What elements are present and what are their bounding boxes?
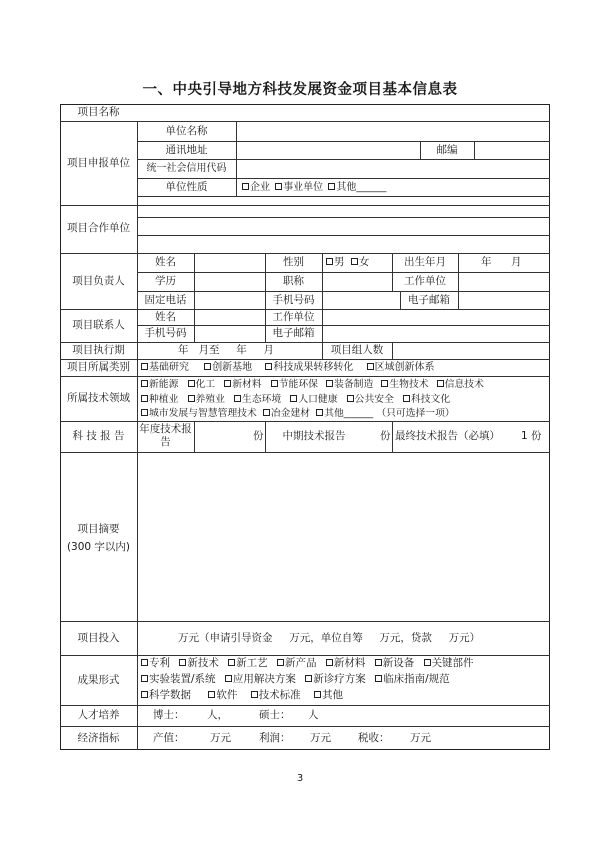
contact-email-label: 电子邮箱 (272, 327, 315, 339)
leader-name-label: 姓名 (155, 256, 176, 268)
field-chemical-checkbox[interactable] (188, 380, 195, 387)
economic-output-unit: 万元 (210, 732, 231, 744)
field-equipment-checkbox[interactable] (326, 380, 333, 387)
birth-year-label: 年 (481, 256, 492, 268)
field-bio-label: 生物技术 (389, 379, 429, 390)
leader-phone-label: 固定电话 (144, 294, 187, 306)
outcome-material-label: 新材料 (333, 657, 366, 669)
economic-profit-label: 利润： (259, 732, 291, 744)
category-base-checkbox[interactable] (204, 363, 211, 370)
category-options (141, 361, 435, 374)
outcome-device-checkbox[interactable] (141, 675, 148, 682)
nature-other-blank: ______ (356, 182, 387, 193)
nature-other-checkbox[interactable] (328, 183, 335, 190)
outcome-patent-label: 专利 (149, 657, 170, 669)
field-other-label: 其他 (324, 408, 344, 419)
outcome-standard-checkbox[interactable] (251, 691, 258, 698)
postcode-label: 邮编 (436, 144, 458, 156)
leader-work-unit-label: 工作单位 (404, 275, 446, 287)
leader-gender-label: 性别 (283, 256, 304, 268)
outcome-solution-checkbox[interactable] (225, 675, 232, 682)
outcome-label: 成果形式 (77, 674, 120, 686)
leader-education-label: 学历 (155, 275, 176, 287)
outcome-process-label: 新工艺 (236, 657, 268, 669)
tech-field-label: 所属技术领域 (67, 392, 130, 404)
field-security-checkbox[interactable] (347, 395, 354, 402)
annual-report-label: 年度技术报告 (139, 423, 192, 448)
field-health-checkbox[interactable] (290, 395, 297, 402)
field-eco-checkbox[interactable] (271, 380, 278, 387)
page-number: 3 (296, 773, 304, 784)
outcome-data-checkbox[interactable] (141, 691, 148, 698)
tech-field-row1 (141, 378, 484, 391)
field-chemical-label: 化工 (195, 379, 216, 390)
outcome-product-checkbox[interactable] (277, 659, 284, 666)
abstract-limit: (300 字以内) (66, 541, 131, 553)
economic-tax-label: 税收： (358, 732, 390, 744)
period-label: 项目执行期 (72, 344, 125, 356)
nature-institution-checkbox[interactable] (275, 183, 282, 190)
final-report-count: 1 份 (521, 430, 542, 442)
unit-nature-label: 单位性质 (165, 181, 208, 193)
category-base-label: 创新基地 (212, 362, 253, 373)
field-bio-checkbox[interactable] (381, 380, 388, 387)
outcome-guideline-label: 临床指南/规范 (383, 673, 450, 685)
period-value: 年 月至 年 月 (178, 344, 274, 356)
unit-nature-options (242, 181, 386, 194)
outcome-solution-label: 应用解决方案 (232, 673, 296, 685)
field-city-checkbox[interactable] (141, 409, 148, 416)
field-equipment-label: 装备制造 (334, 379, 374, 390)
gender-male-label: 男 (334, 256, 345, 268)
field-breeding-label: 养殖业 (195, 394, 225, 405)
field-it-label: 信息技术 (444, 379, 484, 390)
field-breeding-checkbox[interactable] (188, 395, 195, 402)
midterm-report-unit: 份 (380, 430, 391, 442)
gender-female-label: 女 (358, 256, 370, 268)
page-title: 一、中央引导地方科技发展资金项目基本信息表 (142, 82, 458, 98)
nature-enterprise-label: 企业 (250, 182, 270, 193)
field-new-material-checkbox[interactable] (224, 380, 231, 387)
economic-tax-unit: 万元 (410, 732, 431, 744)
outcome-row2 (141, 673, 450, 686)
leader-title-label: 职称 (283, 275, 304, 287)
outcome-patent-checkbox[interactable] (141, 659, 148, 666)
field-culture-checkbox[interactable] (403, 395, 410, 402)
category-basic-label: 基础研究 (149, 362, 189, 373)
cooperation-label: 项目合作单位 (67, 222, 130, 234)
outcome-data-label: 科学数据 (149, 689, 191, 701)
category-transfer-checkbox[interactable] (265, 363, 272, 370)
nature-enterprise-checkbox[interactable] (242, 183, 249, 190)
outcome-row3 (141, 689, 343, 702)
field-select-note: （只可选择一项） (376, 408, 455, 419)
unit-name-label: 单位名称 (165, 125, 208, 137)
field-ecology-checkbox[interactable] (234, 395, 241, 402)
info-table (60, 104, 550, 750)
talent-doctor-unit: 人， (207, 709, 228, 721)
outcome-diagnosis-label: 新诊疗方案 (313, 673, 366, 685)
outcome-material-checkbox[interactable] (326, 659, 333, 666)
leader-mobile-label: 手机号码 (272, 294, 315, 306)
economic-profit-unit: 万元 (310, 732, 331, 744)
leader-birth-label: 出生年月 (404, 256, 446, 268)
field-planting-label: 种植业 (149, 394, 179, 405)
report-label: 科 技 报 告 (72, 430, 125, 442)
outcome-equipment-label: 新设备 (382, 657, 415, 669)
outcome-process-checkbox[interactable] (228, 659, 235, 666)
category-regional-label: 区域创新体系 (374, 362, 435, 373)
outcome-other-checkbox[interactable] (314, 691, 321, 698)
outcome-product-label: 新产品 (285, 657, 317, 669)
contact-mobile-label: 手机号码 (144, 327, 187, 339)
investment-label: 项目投入 (77, 632, 120, 644)
field-ecology-label: 生态环境 (242, 394, 282, 405)
field-eco-label: 节能环保 (278, 379, 318, 390)
outcome-standard-label: 技术标准 (258, 689, 301, 701)
outcome-software-label: 软件 (216, 689, 238, 701)
nature-institution-label: 事业单位 (283, 182, 324, 193)
field-other-checkbox[interactable] (316, 409, 323, 416)
abstract-label: 项目摘要 (77, 523, 120, 535)
gender-female-checkbox[interactable] (351, 258, 358, 265)
outcome-parts-label: 关键部件 (431, 657, 474, 669)
category-regional-checkbox[interactable] (367, 363, 374, 370)
outcome-equipment-checkbox[interactable] (375, 659, 382, 666)
field-culture-label: 科技文化 (410, 394, 451, 405)
birth-month-label: 月 (511, 256, 522, 268)
field-other-blank: ______ (343, 408, 374, 419)
contact-name-label: 姓名 (155, 311, 176, 323)
final-report-label: 最终技术报告（必填） (395, 430, 500, 442)
contact-label: 项目联系人 (72, 319, 125, 331)
annual-report-unit: 份 (253, 430, 264, 442)
field-new-energy-checkbox[interactable] (141, 380, 148, 387)
talent-doctor-label: 博士： (153, 709, 185, 721)
outcome-parts-checkbox[interactable] (424, 659, 431, 666)
members-label: 项目组人数 (330, 344, 384, 356)
economic-output-label: 产值： (153, 732, 185, 744)
nature-other-label: 其他 (336, 182, 357, 193)
outcome-tech-checkbox[interactable] (179, 659, 186, 666)
field-new-material-label: 新材料 (232, 379, 262, 390)
project-name-label: 项目名称 (77, 106, 120, 118)
address-label: 通讯地址 (165, 144, 208, 156)
category-transfer-label: 科技成果转移转化 (273, 362, 354, 373)
leader-label: 项目负责人 (72, 275, 125, 287)
midterm-report-label: 中期技术报告 (282, 430, 346, 442)
field-health-label: 人口健康 (298, 394, 338, 405)
field-security-label: 公共安全 (354, 394, 394, 405)
field-new-energy-label: 新能源 (149, 379, 179, 390)
field-city-label: 城市发展与智慧管理技术 (149, 408, 257, 419)
contact-work-unit-label: 工作单位 (272, 311, 315, 323)
investment-value: 万元（申请引导资金 万元，单位自筹 万元，贷款 万元） (178, 632, 481, 644)
leader-email-label: 电子邮箱 (408, 294, 450, 306)
field-metallurgy-label: 冶金建材 (270, 408, 311, 419)
tech-field-row2 (141, 393, 450, 406)
economic-label: 经济指标 (77, 732, 120, 744)
category-basic-checkbox[interactable] (141, 363, 148, 370)
category-label: 项目所属类别 (67, 361, 130, 373)
outcome-software-checkbox[interactable] (208, 691, 215, 698)
talent-master-unit: 人 (308, 709, 319, 721)
outcome-other-label: 其他 (322, 689, 344, 701)
field-it-checkbox[interactable] (437, 380, 444, 387)
outcome-guideline-checkbox[interactable] (375, 675, 382, 682)
tech-field-row3 (141, 407, 455, 420)
outcome-tech-label: 新技术 (187, 657, 219, 669)
outcome-row1 (141, 657, 474, 670)
credit-code-label: 统一社会信用代码 (146, 163, 227, 174)
field-planting-checkbox[interactable] (141, 395, 148, 402)
gender-male-checkbox[interactable] (326, 258, 333, 265)
applicant-label: 项目申报单位 (67, 157, 130, 169)
talent-label: 人才培养 (77, 709, 120, 721)
leader-gender-options (326, 256, 369, 269)
talent-master-label: 硕士： (259, 709, 291, 721)
outcome-device-label: 实验装置/系统 (149, 673, 216, 685)
outcome-diagnosis-checkbox[interactable] (305, 675, 312, 682)
field-metallurgy-checkbox[interactable] (263, 409, 270, 416)
